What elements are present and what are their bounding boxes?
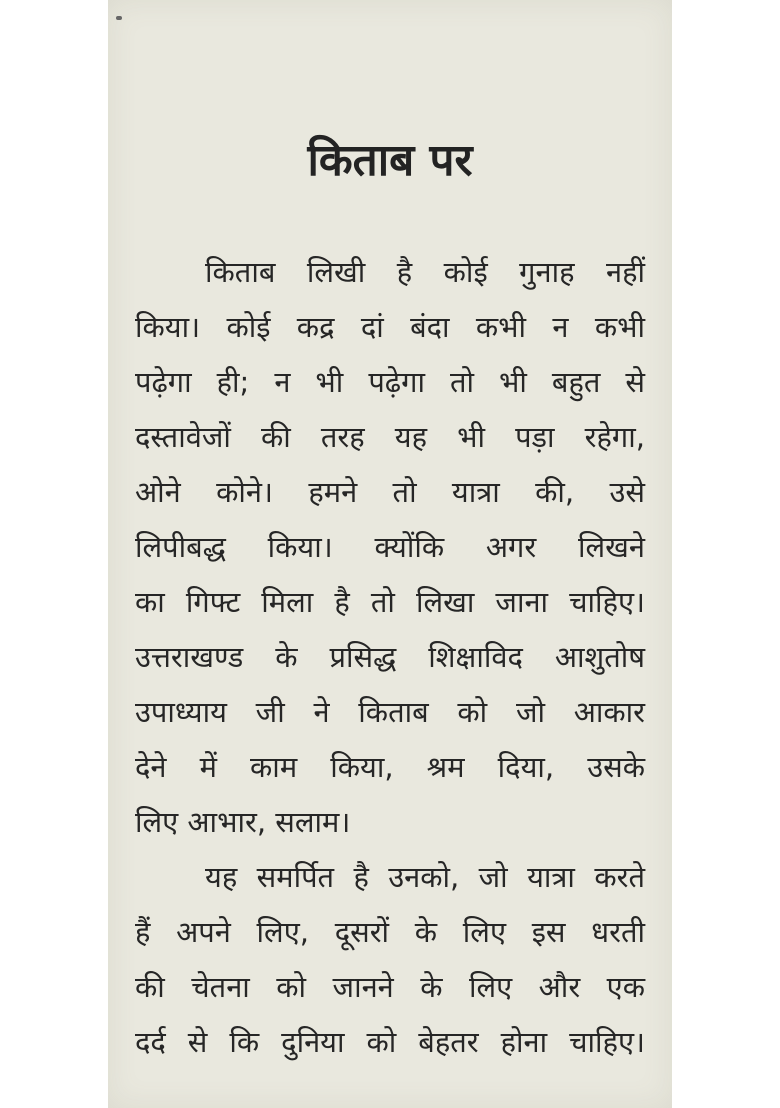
paper-speck	[116, 16, 122, 20]
body-text	[135, 245, 645, 1070]
text-line: देने में काम किया, श्रम दिया, उसके	[135, 750, 645, 784]
text-line: किताब लिखी है कोई गुनाह नहीं	[205, 255, 645, 289]
text-line: ओने कोने। हमने तो यात्रा की, उसे	[135, 475, 645, 509]
text-line: का गिफ्ट मिला है तो लिखा जाना चाहिए।	[135, 585, 645, 619]
text-line: पढ़ेगा ही; न भी पढ़ेगा तो भी बहुत से	[135, 365, 645, 399]
text-line: की चेतना को जानने के लिए और एक	[135, 970, 645, 1004]
page-title: किताब पर	[307, 135, 473, 186]
text-line: यह समर्पित है उनको, जो यात्रा करते	[205, 860, 645, 894]
text-line: लिपीबद्ध किया। क्योंकि अगर लिखने	[135, 530, 645, 564]
text-line: लिए आभार, सलाम।	[135, 805, 351, 839]
text-line: दर्द से कि दुनिया को बेहतर होना चाहिए।	[135, 1025, 645, 1059]
text-line: उत्तराखण्ड के प्रसिद्ध शिक्षाविद आशुतोष	[135, 640, 645, 674]
text-line: हैं अपने लिए, दूसरों के लिए इस धरती	[135, 915, 645, 949]
text-line: किया। कोई कद्र दां बंदा कभी न कभी	[135, 310, 645, 344]
text-line: उपाध्याय जी ने किताब को जो आकार	[135, 695, 645, 729]
book-page	[108, 0, 672, 1108]
text-line: दस्तावेजों की तरह यह भी पड़ा रहेगा,	[135, 420, 645, 454]
